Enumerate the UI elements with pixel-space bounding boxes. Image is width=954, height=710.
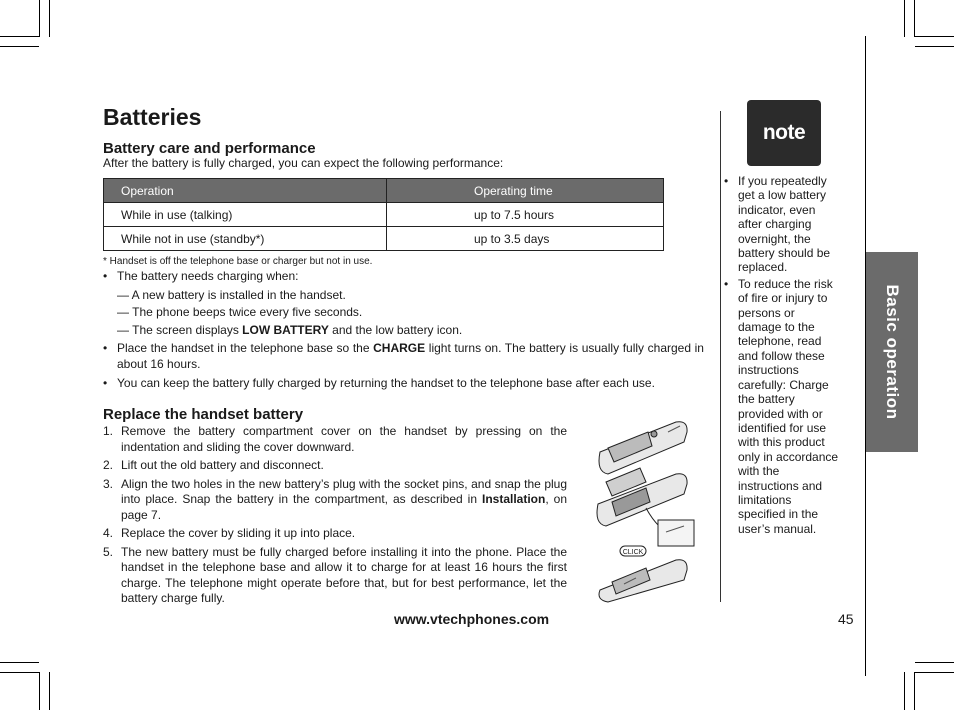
- bullet-symbol: •: [103, 376, 108, 390]
- bullet-symbol: •: [103, 341, 108, 355]
- bullet-text: light turns on. The battery is usually fully charged in about 16 hours.: [117, 341, 704, 371]
- step-text: Lift out the old battery and disconnect.: [121, 458, 324, 472]
- handset-illustration: [588, 412, 698, 604]
- replace-steps: [103, 424, 567, 610]
- list-item: [103, 477, 567, 524]
- crop-mark: [915, 672, 954, 673]
- dash-item: — The phone beeps twice every five seconds.: [117, 305, 363, 319]
- bullet-symbol: •: [724, 174, 729, 188]
- bullet-text: You can keep the battery fully charged by returning the handset to the telephone base after each use.: [117, 376, 655, 390]
- step-text: Replace the cover by sliding it up into place.: [121, 526, 356, 540]
- handset-battery-plug-icon: [597, 468, 694, 546]
- charge-label: CHARGE: [373, 341, 426, 355]
- crop-mark: [914, 0, 915, 37]
- crop-mark: [39, 672, 40, 710]
- crop-mark: [0, 672, 39, 673]
- dash-item: — A new battery is installed in the handset.: [117, 287, 346, 302]
- crop-mark: [49, 0, 50, 37]
- table-row: [104, 227, 664, 251]
- step-text: Remove the battery compartment cover on the handset by pressing on the indentation and sliding the cover downward.: [121, 424, 567, 454]
- table-cell: up to 3.5 days: [387, 227, 664, 251]
- dash-text: — The screen displays: [117, 322, 243, 337]
- crop-mark: [914, 672, 915, 710]
- list-item: [103, 526, 567, 542]
- dash-item: [103, 323, 704, 339]
- bullet-text: The battery needs charging when:: [117, 269, 299, 283]
- page-title: Batteries: [103, 104, 202, 130]
- crop-mark: [0, 46, 39, 47]
- table-row: [104, 203, 664, 227]
- click-label: CLICK: [622, 549, 644, 556]
- bullet-symbol: •: [103, 269, 108, 283]
- note-text: To reduce the risk of fire or injury to persons or damage to the telephone, read and follow these instructions carefully: Charge the battery provided with or identified for use with this product only in accordance with the instructions and limitations specified in the user’s manual.: [738, 276, 839, 536]
- table-cell: While not in use (standby*): [104, 227, 387, 251]
- dash-text: and the low battery icon.: [328, 322, 463, 337]
- note-badge: [747, 100, 821, 166]
- table-header-operation: Operation: [104, 179, 387, 203]
- crop-mark: [0, 36, 39, 37]
- crop-mark: [915, 46, 954, 47]
- note-text: If you repeatedly get a low battery indicator, even after charging overnight, the battery should be replaced.: [738, 174, 831, 275]
- note-badge-label: note: [762, 121, 806, 144]
- page-number: 45: [838, 611, 854, 627]
- table-footnote: * Handset is off the telephone base or charger but not in use.: [103, 256, 373, 267]
- crop-mark: [915, 36, 954, 37]
- handset-cover-replace-icon: [599, 560, 687, 602]
- table-header-row: [104, 179, 664, 203]
- footer-url: www.vtechphones.com: [394, 611, 550, 627]
- crop-mark: [904, 672, 905, 710]
- step-number: 3.: [103, 476, 114, 491]
- table-header-operating-time: Operating time: [387, 179, 664, 203]
- installation-label: Installation: [481, 492, 546, 506]
- handset-cover-removal-icon: [599, 422, 687, 474]
- crop-mark: [915, 662, 954, 663]
- list-item: [103, 545, 567, 607]
- step-text: , on page 7.: [121, 492, 567, 522]
- column-divider: [720, 111, 721, 602]
- step-number: 4.: [103, 526, 114, 540]
- table-cell: up to 7.5 hours: [387, 203, 664, 227]
- step-text: Align the two holes in the new battery’s plug with the socket pins, and snap the plug into place. Snap the battery in the compartment, as described in: [121, 476, 567, 506]
- list-item: [103, 424, 567, 455]
- side-tab: [866, 252, 918, 452]
- list-item: [724, 277, 840, 536]
- step-number: 5.: [103, 544, 114, 559]
- crop-mark: [904, 0, 905, 37]
- table-cell: While in use (talking): [104, 203, 387, 227]
- care-intro: After the battery is fully charged, you can expect the following performance:: [103, 156, 504, 170]
- side-tab-label: Basic operation: [883, 284, 902, 420]
- section-heading-care: Battery care and performance: [103, 140, 316, 157]
- performance-table: [103, 178, 664, 251]
- step-text: The new battery must be fully charged before installing it into the phone. Place the handset in the telephone base and allow it to charge for at least 16 hours the first charge. The telephone might operate before that, but for best performance, let the battery charge fully.: [121, 544, 567, 605]
- low-battery-label: LOW BATTERY: [242, 322, 329, 337]
- step-number: 2.: [103, 458, 114, 472]
- bullet-text: Place the handset in the telephone base so the: [117, 341, 374, 355]
- crop-mark: [49, 672, 50, 710]
- crop-mark: [0, 662, 39, 663]
- bullet-symbol: •: [724, 276, 729, 291]
- list-item: [724, 174, 840, 275]
- step-number: 1.: [103, 424, 114, 438]
- section-heading-replace: Replace the handset battery: [103, 406, 304, 423]
- list-item: [103, 458, 567, 474]
- crop-mark: [39, 0, 40, 37]
- note-list: [724, 174, 840, 538]
- care-bullets: [103, 269, 704, 392]
